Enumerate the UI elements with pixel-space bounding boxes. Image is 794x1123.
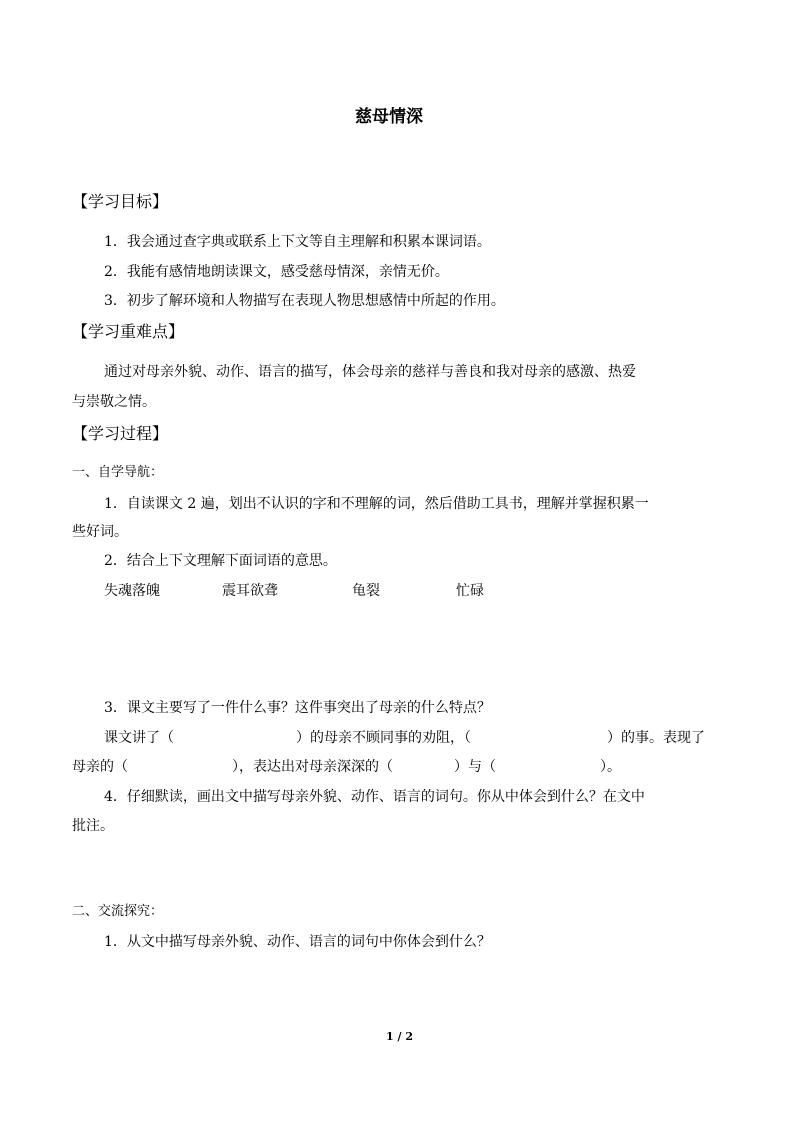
vocab-word-1: 失魂落魄 bbox=[104, 583, 160, 599]
vocab-word-4: 忙碌 bbox=[456, 583, 484, 599]
fill-line-2-c: ）与（ bbox=[454, 759, 496, 775]
fill-line-2-d: ）。 bbox=[600, 759, 621, 775]
key-points-heading: 【学习重难点】 bbox=[72, 322, 185, 341]
part1-label: 一、自学导航： bbox=[72, 465, 164, 480]
fill-line-2-a: 母亲的（ bbox=[72, 759, 128, 775]
part1-q1-line-2: 些好词。 bbox=[72, 524, 128, 540]
objective-item-3: 3．初步了解环境和人物描写在表现人物思想感情中所起的作用。 bbox=[104, 293, 505, 309]
part1-q4-line-2: 批注。 bbox=[72, 818, 114, 834]
vocab-word-2: 震耳欲聋 bbox=[222, 583, 278, 599]
key-points-line-1: 通过对母亲外貌、动作、语言的描写，体会母亲的慈祥与善良和我对母亲的感激、热爱 bbox=[104, 364, 636, 380]
fill-line-2-b: ），表达出对母亲深深的（ bbox=[232, 759, 393, 775]
process-heading: 【学习过程】 bbox=[72, 424, 169, 443]
part1-q1-line-1: 1．自读课文 2 遍，划出不认识的字和不理解的词，然后借助工具书，理解并掌握积累一 bbox=[104, 496, 649, 512]
fill-line-1-b: ）的母亲不顾同事的劝阻，（ bbox=[296, 730, 471, 746]
part2-q1: 1．从文中描写母亲外貌、动作、语言的词句中你体会到什么？ bbox=[104, 934, 491, 950]
part2-label: 二、交流探究： bbox=[72, 904, 164, 919]
part1-q3: 3．课文主要写了一件什么事？这件事突出了母亲的什么特点？ bbox=[104, 700, 491, 716]
vocab-word-3: 龟裂 bbox=[352, 583, 380, 599]
key-points-line-2: 与崇敬之情。 bbox=[72, 394, 156, 410]
part1-q2: 2．结合上下文理解下面词语的意思。 bbox=[104, 553, 337, 569]
objectives-heading: 【学习目标】 bbox=[72, 192, 169, 211]
fill-line-1-a: 课文讲了（ bbox=[104, 730, 174, 746]
part1-q4-line-1: 4．仔细默读，画出文中描写母亲外貌、动作、语言的词句。你从中体会到什么？在文中 bbox=[104, 789, 645, 805]
objective-item-2: 2．我能有感情地朗读课文，感受慈母情深，亲情无价。 bbox=[104, 264, 449, 280]
fill-line-1-c: ）的事。表现了 bbox=[607, 730, 705, 746]
page-title: 慈母情深 bbox=[355, 107, 423, 127]
page-number: 1 / 2 bbox=[386, 1030, 413, 1043]
objective-item-1: 1．我会通过查字典或联系上下文等自主理解和积累本课词语。 bbox=[104, 234, 491, 250]
